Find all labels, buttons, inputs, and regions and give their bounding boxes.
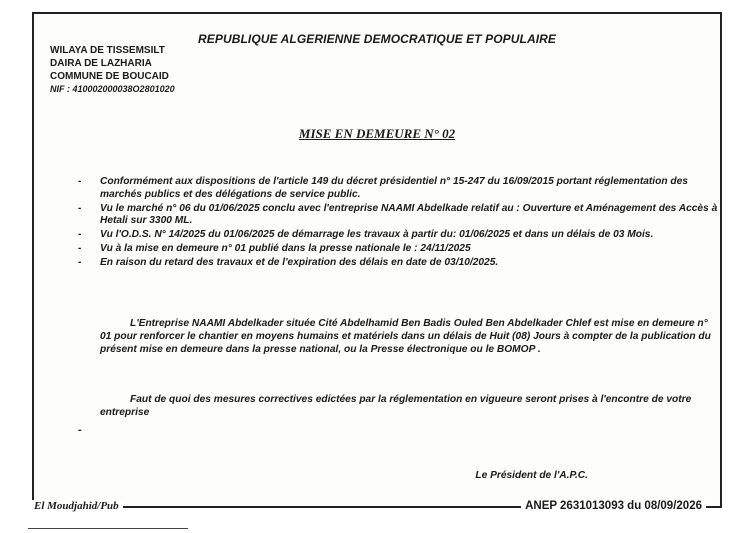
project-name: Ouverture et Aménagement des Accès à Hetali sur 3300 ML. (100, 202, 718, 227)
consequence-text: Faut de quoi des mesures correctives edictées par la réglementation en vigueure seront prises à l'encontre de votre entreprise (100, 394, 692, 418)
wilaya-line: WILAYA DE TISSEMSILT (50, 45, 165, 56)
consequence-paragraph (100, 394, 716, 420)
consideration-item (78, 257, 718, 270)
consideration-text: Conformément aux dispositions de l'article 149 du décret présidentiel n° 15-247 du 16/09/2015 portant réglementation des marchés publics et des délégations de service public. (100, 176, 688, 200)
trailing-dash: - (78, 424, 82, 436)
consideration-item (78, 176, 718, 202)
publication-source: El Moudjahid/Pub (30, 500, 123, 512)
daira-line: DAIRA DE LAZHARIA (50, 58, 152, 69)
formal-notice-paragraph (100, 318, 716, 356)
divider (28, 528, 188, 529)
republic-heading: REPUBLIQUE ALGERIENNE DEMOCRATIQUE ET POPULAIRE (197, 32, 557, 46)
formal-notice-text: L'Entreprise NAAMI Abdelkader située Cité Abdelhamid Ben Badis Ouled Ben Abdelkader Chlef est mise en demeure n° 01 pour renforcer le chantier en moyens humains et matériels dans un délais de Huit (08) Jours à compter de la publication du présent mise en demeure dans la presse national, ou la Presse électronique ou le BOMOP . (100, 318, 711, 355)
consideration-item (78, 203, 718, 229)
notice-frame (32, 12, 722, 508)
considerations-list (78, 176, 718, 271)
consideration-item (78, 229, 718, 242)
signature-line: Le Président de l'A.P.C. (475, 470, 588, 481)
notice-title: MISE EN DEMEURE N° 02 (298, 126, 456, 141)
nif-line: NIF : 410002000038O2801020 (50, 84, 175, 94)
administration-block (50, 44, 175, 96)
consideration-text: Vu l'O.D.S. N° 14/2025 du 01/06/2025 de démarrage les travaux à partir du: 01/06/2025 et dans un délais de 03 Mois. (100, 229, 654, 241)
anep-reference: ANEP 2631013093 du 08/09/2026 (521, 500, 706, 512)
commune-line: COMMUNE DE BOUCAID (50, 71, 169, 82)
consideration-item (78, 243, 718, 256)
consideration-text: Vu le marché n° 06 du 01/06/2025 conclu avec l'entreprise NAAMI Abdelkade relatif au : (100, 202, 523, 214)
consideration-text: Vu à la mise en demeure n° 01 publié dans la presse nationale le : 24/11/2025 (100, 242, 471, 254)
consideration-text: En raison du retard des travaux et de l'expiration des délais en date de 03/10/2025. (100, 256, 499, 268)
